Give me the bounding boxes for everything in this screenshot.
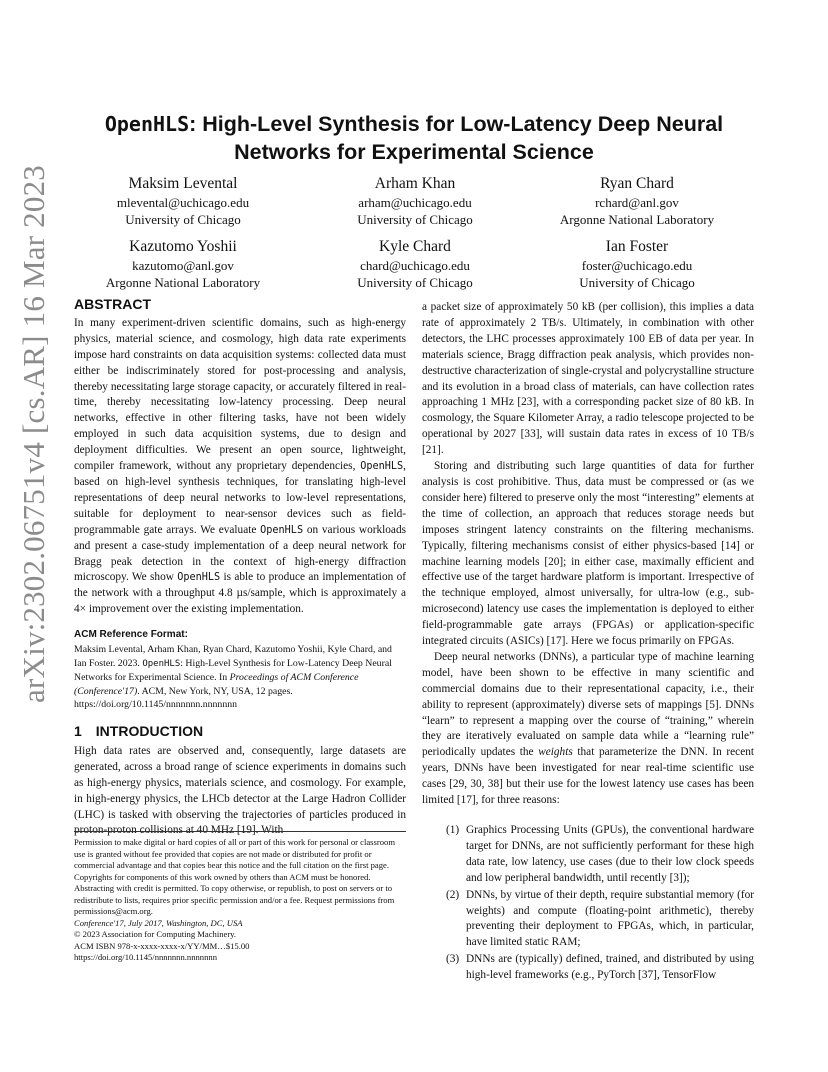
body-paragraph: Storing and distributing such large quantities of data for further analysis is cost prohibitive. Thus, data must be compressed or (as we consider here) filtered to preserve only the most “interesting” elements at the time of collection, an approach that reduces storage needs but imposes stringent latency constraints on the filtering mechanisms. Typically, filtering mechanisms consist of either physics-based [14] or machine learning models [20]; in either case, maximally efficient and effective use of the target hardware platform is important. Irrespective of the technique employed, almost universally, for ultra-low (e.g., sub-microsecond) latency use cases the implementation is deployed to either field-programmable gate arrays (FPGAs) or application-specific integrated circuits (ASICs) [17]. Here we focus primarily on FPGAs. <box>422 460 754 648</box>
acm-reference-text <box>74 643 406 712</box>
section-heading-introduction <box>74 724 406 740</box>
tool-name: OpenHLS <box>142 658 181 669</box>
conference-line: Conference'17, July 2017, Washington, DC, USA <box>74 917 243 928</box>
paragraph-part: Deep neural networks (DNNs), a particular type of machine learning model, have been shown to be effective in many scientific and commercial domains due to their representational capacity, i.e., their ability to represent (approximately) diverse sets of mappings [5]. DNNs “learn” to represent a mapping over the course of “training,” wherein they are iteratively evaluated on sample data while a “learning rule” periodically updates the <box>422 650 754 759</box>
author-name: Ian Foster <box>605 238 669 255</box>
arxiv-stamp <box>14 165 54 703</box>
reference-part: Maksim Levental, Arham Khan, Ryan Chard, Kazutomo Yoshii, Kyle Chard, and Ian Foster. 2023. <box>74 644 392 669</box>
author-affiliation: University of Chicago <box>357 212 473 227</box>
author-card <box>302 174 528 228</box>
abstract-part: on various workloads and present a case-study implementation of a deep neural network for Bragg peak detection in the context of high-energy diffraction microscopy. We show <box>74 523 406 584</box>
body-paragraph: a packet size of approximately 50 kB (per collision), this implies a data rate of approximately 2 TB/s. Ultimately, in combination with other detectors, the LHC processes approximately 100 EB of data per year. In materials science, Bragg diffraction peak analysis, which provides non-destructive characterization of single-crystal and polycrystalline structure and its evolution in a broad class of materials, can have collection rates approaching 1 MHz [23], with a corresponding packet size of 80 kB. In cosmology, the Square Kilometer Array, a radio telescope projected to be operational by 2027 [33], will sustain data rates in excess of 10 TB/s [21]. <box>422 301 754 457</box>
author-card <box>524 174 750 228</box>
list-item-label: (2) <box>446 888 460 901</box>
author-email: arham@uchicago.edu <box>358 195 472 210</box>
reference-venue: Proceedings of ACM Conference (Conference'17) <box>74 672 359 697</box>
abstract-part: In many experiment-driven scientific domains, such as high-energy physics, material science, and cosmology, high data rate experiments impose hard constraints on data acquisition systems: collected data must either be indiscriminately stored for post-processing and analysis, thereby necessitating large storage capacity, or accurately filtered in real-time, thereby necessitating low-latency processing. Deep neural networks, effective in other filtering tasks, have not been widely employed in such data acquisition systems, due to design and deployment difficulties. We present an open source, lightweight, compiler framework, without any proprietary dependencies, <box>74 316 406 473</box>
author-card <box>70 237 296 291</box>
title-line-1: : High-Level Synthesis for Low-Latency Deep Neural <box>189 112 724 136</box>
author-name: Ryan Chard <box>600 175 674 192</box>
list-item <box>446 888 754 952</box>
reference-part: . ACM, New York, NY, USA, 12 pages. https://doi.org/10.1145/nnnnnnn.nnnnnnn <box>74 685 293 711</box>
author-name: Arham Khan <box>374 175 456 192</box>
left-column <box>74 297 406 839</box>
author-affiliation: University of Chicago <box>579 275 695 290</box>
list-item <box>446 823 754 887</box>
doi-line: https://doi.org/10.1145/nnnnnnn.nnnnnnn <box>74 952 217 962</box>
tool-name: OpenHLS <box>260 524 304 536</box>
author-name: Kazutomo Yoshii <box>129 238 237 255</box>
author-email: foster@uchicago.edu <box>581 258 693 273</box>
list-item-text: Graphics Processing Units (GPUs), the conventional hardware target for DNNs, are not sufficiently performant for these high data rate, low latency, use cases (due to their low clock speeds and low peripheral bandwidth, until recently [3]); <box>466 824 754 884</box>
reference-part: : High-Level Synthesis for Low-Latency Deep Neural Networks for Experimental Science. In <box>74 657 392 684</box>
intro-paragraph: High data rates are observed and, consequently, large datasets are generated, across a broad range of science experiments in domains such as high-energy physics, materials science, and cosmology. For example, in high-energy physics, the LHCb detector at the Large Hadron Collider (LHC) is tasked with observing the trajectories of particles produced in proton-proton collisions at 40 MHz [19]. With <box>74 744 406 837</box>
author-name: Kyle Chard <box>379 238 451 255</box>
author-email: rchard@anl.gov <box>595 195 679 210</box>
list-item <box>446 952 754 984</box>
list-item-label: (1) <box>446 824 460 836</box>
author-affiliation: Argonne National Laboratory <box>105 275 261 290</box>
abstract-heading: ABSTRACT <box>74 296 151 312</box>
reasons-list <box>422 823 754 984</box>
list-item-label: (3) <box>446 953 460 966</box>
acm-reference-heading: ACM Reference Format: <box>74 629 188 641</box>
tool-name: OpenHLS <box>360 461 404 473</box>
permission-footnote <box>74 831 406 964</box>
abstract-part: is able to produce an implementation of the network with a throughput 4.8 µs/sample, which is approximately a 4× improvement over the existing implementation. <box>74 571 406 616</box>
abstract-part: , based on high-level synthesis techniques, for translating high-level representations of deep neural networks to low-level representations, suitable for deployment to near-sensor devices such as field-programmable gate arrays. We evaluate <box>74 460 406 536</box>
author-name: Maksim Levental <box>128 175 238 192</box>
copyright-line: © 2023 Association for Computing Machinery. <box>74 929 237 939</box>
author-email: kazutomo@anl.gov <box>132 258 234 273</box>
author-affiliation: University of Chicago <box>125 212 241 227</box>
tool-name: OpenHLS <box>177 572 221 584</box>
emphasis-weights: weights <box>538 746 573 759</box>
paragraph-part: that parameterize the DNN. In recent years, DNNs have been investigated for near real-time scientific use cases [29, 30, 38] but their use for the lowest latency use cases has been limited [17], for three reasons: <box>422 746 754 807</box>
author-affiliation: University of Chicago <box>357 275 473 290</box>
right-column <box>422 300 754 985</box>
author-card <box>302 237 528 291</box>
list-item-text: DNNs are (typically) defined, trained, and distributed by using high-level frameworks (e.g., PyTorch [37], TensorFlow <box>466 953 754 982</box>
section-title: INTRODUCTION <box>95 723 204 739</box>
author-email: chard@uchicago.edu <box>360 258 470 273</box>
abstract-text <box>74 316 406 618</box>
isbn-line: ACM ISBN 978-x-xxxx-xxxx-x/YY/MM…$15.00 <box>74 940 250 951</box>
list-item-text: DNNs, by virtue of their depth, require substantial memory (for weights) and compute (floating-point arithmetic), thereby preventing their deployment to FPGAs, which, in particular, have limited static RAM; <box>466 888 754 949</box>
title-line-2: Networks for Experimental Science <box>234 140 594 164</box>
title-tool-name: OpenHLS <box>104 112 190 136</box>
author-email: mlevental@uchicago.edu <box>116 195 250 210</box>
author-affiliation: Argonne National Laboratory <box>559 212 715 227</box>
permission-text: Permission to make digital or hard copies of all or part of this work for personal or classroom use is granted without fee provided that copies are not made or distributed for profit or commercial advantage and that copies bear this notice and the full citation on the first page. Copyrights for components of this work owned by others than ACM must be honored. Abstracting with credit is permitted. To copy otherwise, or republish, to post on servers or to redistribute to lists, requires prior specific permission and/or a fee. Request permissions from permissions@acm.org. <box>74 837 395 916</box>
arxiv-identifier: arXiv:2302.06751v4 [cs.AR] 16 Mar 2023 <box>16 165 51 703</box>
paper-title <box>80 110 748 166</box>
author-card <box>524 237 750 291</box>
section-number: 1 <box>74 723 82 739</box>
body-paragraph <box>422 650 754 809</box>
author-card <box>70 174 296 228</box>
